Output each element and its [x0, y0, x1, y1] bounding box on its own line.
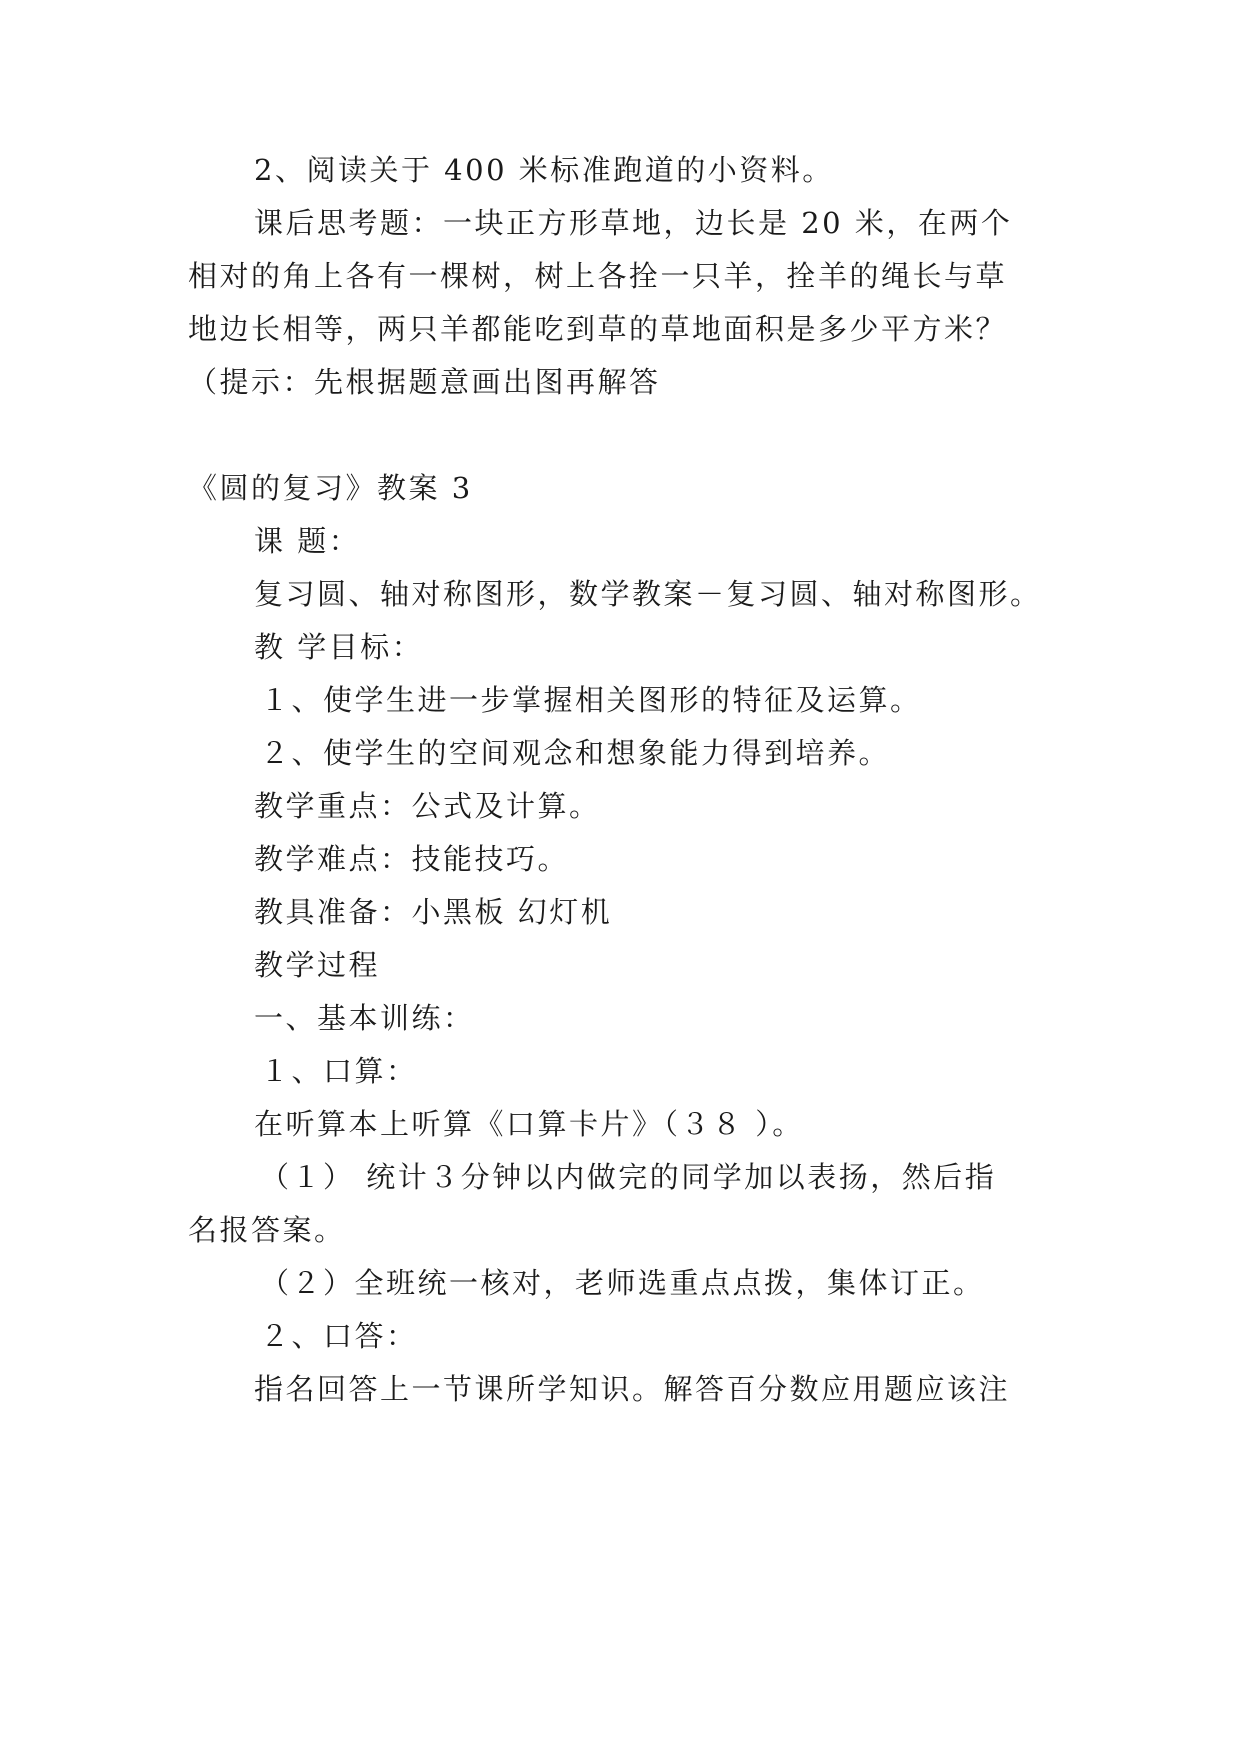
- topic-text: 复习圆、轴对称图形，数学教案－复习圆、轴对称图形。: [254, 577, 1042, 611]
- lesson-title: 《圆的复习》教案 3: [188, 471, 473, 505]
- homework-question-line: 课后思考题：一块正方形草地，边长是 20 米，在两个: [254, 206, 1013, 240]
- sub-item-line: 名报答案。: [188, 1213, 346, 1247]
- process-heading: 教学过程: [254, 948, 381, 982]
- item-heading: １、口算：: [260, 1054, 418, 1088]
- homework-hint-line: （提示：先根据题意画出图再解答: [188, 365, 661, 399]
- key-point: 教学重点：公式及计算。: [254, 789, 601, 823]
- difficulty: 教学难点：技能技巧。: [254, 842, 570, 876]
- topic-label: 课 题：: [254, 524, 361, 558]
- teaching-tools: 教具准备：小黑板 幻灯机: [254, 895, 613, 929]
- goal-item: ２、使学生的空间观念和想象能力得到培养。: [260, 736, 891, 770]
- reading-material-paragraph: 2、阅读关于 400 米标准跑道的小资料。: [254, 153, 834, 187]
- item-text: 指名回答上一节课所学知识。解答百分数应用题应该注: [254, 1372, 1011, 1406]
- homework-question-line: 地边长相等，两只羊都能吃到草的草地面积是多少平方米？: [188, 312, 1008, 346]
- goals-label: 教 学目标：: [254, 630, 424, 664]
- item-heading: ２、口答：: [260, 1319, 418, 1353]
- sub-item-line: （２）全班统一核对，老师选重点点拨，集体订正。: [260, 1266, 985, 1300]
- item-text: 在听算本上听算《口算卡片》（３８ ）。: [254, 1107, 804, 1141]
- homework-question-line: 相对的角上各有一棵树，树上各拴一只羊，拴羊的绳长与草: [188, 259, 1008, 293]
- sub-item-line: （１） 统计３分钟以内做完的同学加以表扬，然后指: [260, 1160, 997, 1194]
- part-heading: 一、基本训练：: [254, 1001, 475, 1035]
- goal-item: １、使学生进一步掌握相关图形的特征及运算。: [260, 683, 922, 717]
